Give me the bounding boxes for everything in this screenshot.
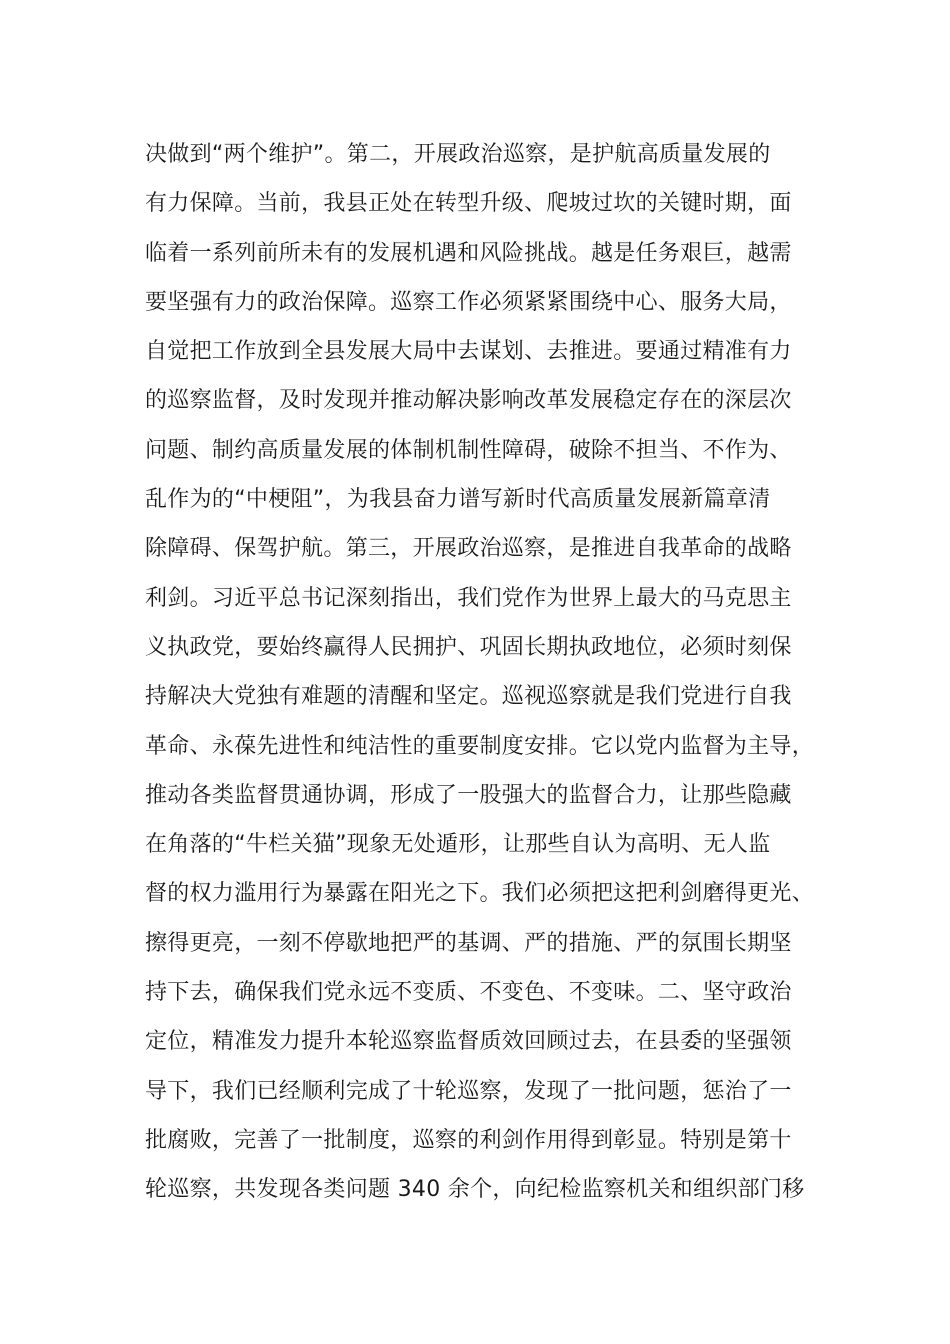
text-line: 有力保障。当前，我县正处在转型升级、爬坡过坎的关键时期，面 — [145, 191, 792, 217]
text-line: 持下去，确保我们党永远不变质、不变色、不变味。二、坚守政治 — [145, 980, 792, 1006]
text-line: 要坚强有力的政治保障。巡察工作必须紧紧围绕中心、服务大局， — [145, 289, 792, 315]
body-text — [145, 130, 845, 1215]
text-line: 义执政党，要始终赢得人民拥护、巩固长期执政地位，必须时刻保 — [145, 634, 792, 660]
text-line: 问题、制约高质量发展的体制机制性障碍，破除不担当、不作为、 — [145, 437, 792, 463]
text-line: 乱作为的“中梗阻”，为我县奋力谱写新时代高质量发展新篇章清 — [145, 487, 771, 513]
text-line: 临着一系列前所未有的发展机遇和风险挑战。越是任务艰巨，越需 — [145, 240, 792, 266]
text-line: 革命、永葆先进性和纯洁性的重要制度安排。它以党内监督为主导， — [145, 733, 815, 759]
text-line: 推动各类监督贯通协调，形成了一股强大的监督合力，让那些隐藏 — [145, 782, 792, 808]
text-line: 决做到“两个维护”。第二，开展政治巡察，是护航高质量发展的 — [145, 142, 771, 167]
text-line: 的巡察监督，及时发现并推动解决影响改革发展稳定存在的深层次 — [145, 388, 792, 414]
text-line: 轮巡察，共发现各类问题 340 余个，向纪检监察机关和组织部门移 — [145, 1177, 805, 1203]
text-line: 除障碍、保驾护航。第三，开展政治巡察，是推进自我革命的战略 — [145, 536, 792, 562]
text-line: 利剑。习近平总书记深刻指出，我们党作为世界上最大的马克思主 — [145, 585, 792, 611]
text-line: 持解决大党独有难题的清醒和坚定。巡视巡察就是我们党进行自我 — [145, 684, 792, 710]
text-line: 在角落的“牛栏关猫”现象无处遁形，让那些自认为高明、无人监 — [145, 832, 771, 858]
text-line: 导下，我们已经顺利完成了十轮巡察，发现了一批问题，惩治了一 — [145, 1078, 792, 1104]
text-line: 批腐败，完善了一批制度，巡察的利剑作用得到彰显。特别是第十 — [145, 1127, 792, 1153]
text-line: 擦得更亮，一刻不停歇地把严的基调、严的措施、严的氛围长期坚 — [145, 930, 792, 956]
text-line: 自觉把工作放到全县发展大局中去谋划、去推进。要通过精准有力 — [145, 339, 792, 365]
text-line: 定位，精准发力提升本轮巡察监督质效回顾过去，在县委的坚强领 — [145, 1029, 792, 1055]
text-line: 督的权力滥用行为暴露在阳光之下。我们必须把这把利剑磨得更光、 — [145, 881, 815, 907]
